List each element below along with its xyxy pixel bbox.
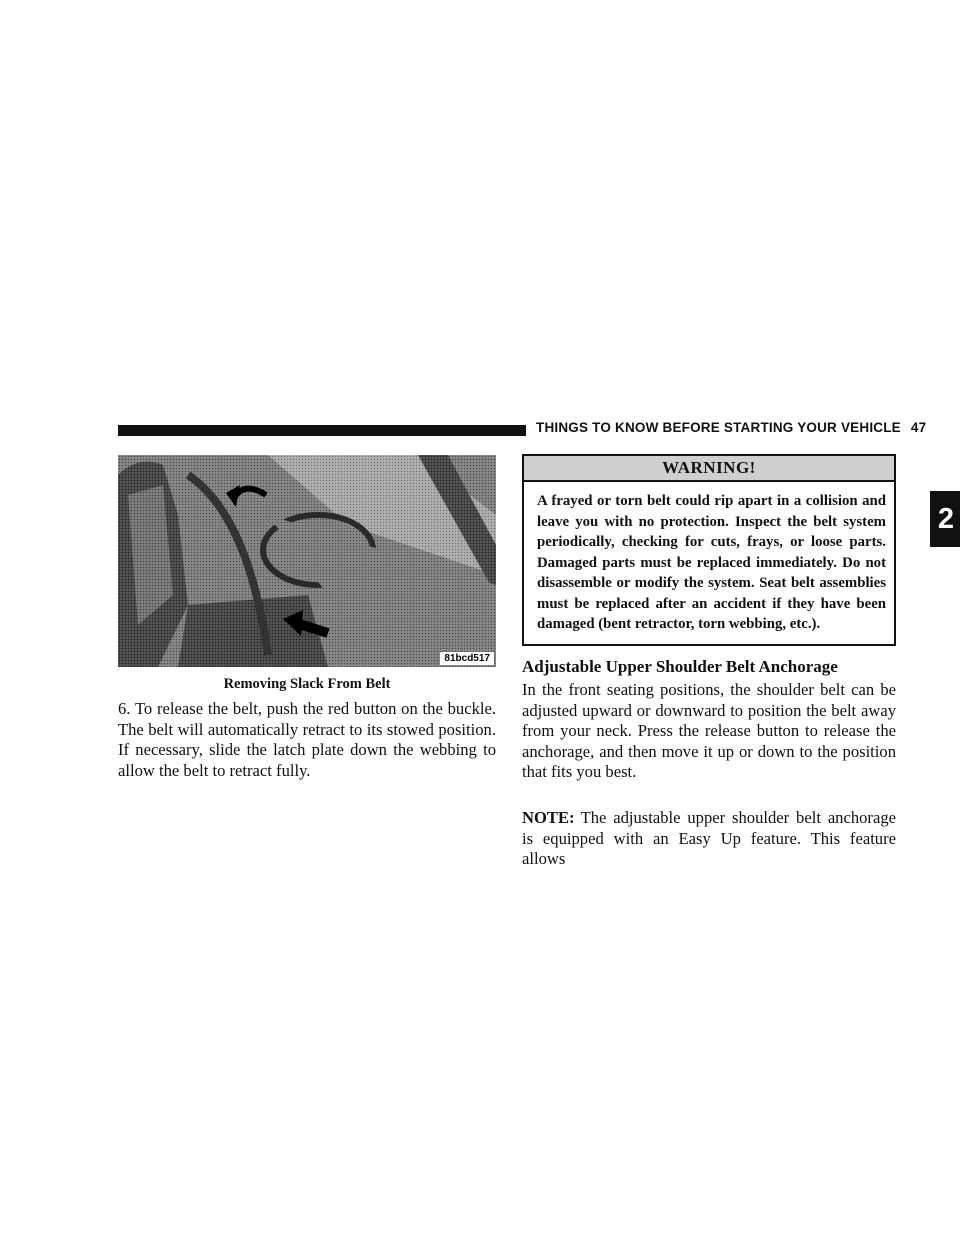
anchorage-paragraph: In the front seating positions, the shoulder belt can be adjusted upward or downward to position the belt away from your neck. Press the release button to release the anchorage, and then move it up or down to the position that fits you best. (522, 680, 896, 781)
header-rule (118, 425, 526, 436)
figure-illustration (118, 455, 496, 667)
note-label: NOTE: (522, 808, 575, 827)
chapter-tab: 2 (930, 491, 960, 547)
note-paragraph (522, 808, 896, 870)
release-belt-paragraph: 6. To release the belt, push the red button on the buckle. The belt will automatically retract to its stowed position. If necessary, slide the latch plate down the webbing to allow the belt to retract fully. (118, 699, 496, 780)
page-number: 47 (910, 420, 927, 435)
header-title: THINGS TO KNOW BEFORE STARTING YOUR VEHICLE (536, 420, 901, 435)
running-header (536, 420, 926, 435)
note-text: The adjustable upper shoulder belt anchorage is equipped with an Easy Up feature. This feature allows (522, 808, 896, 868)
warning-title: WARNING! (524, 456, 894, 482)
figure-code: 81bcd517 (440, 652, 494, 665)
warning-body: A frayed or torn belt could rip apart in a collision and leave you with no protection. Inspect the belt system periodically, checking for cuts, frays, or loose parts. Damaged parts must be replaced immediately. Do not disassemble or modify the system. Seat belt assemblies must be replaced after an accident if they have been damaged (bent retractor, torn webbing, etc.). (537, 493, 886, 632)
warning-box (522, 454, 896, 646)
section-heading: Adjustable Upper Shoulder Belt Anchorage (522, 657, 838, 676)
car-interior-illustration (118, 455, 496, 667)
figure-caption: Removing Slack From Belt (223, 676, 391, 692)
